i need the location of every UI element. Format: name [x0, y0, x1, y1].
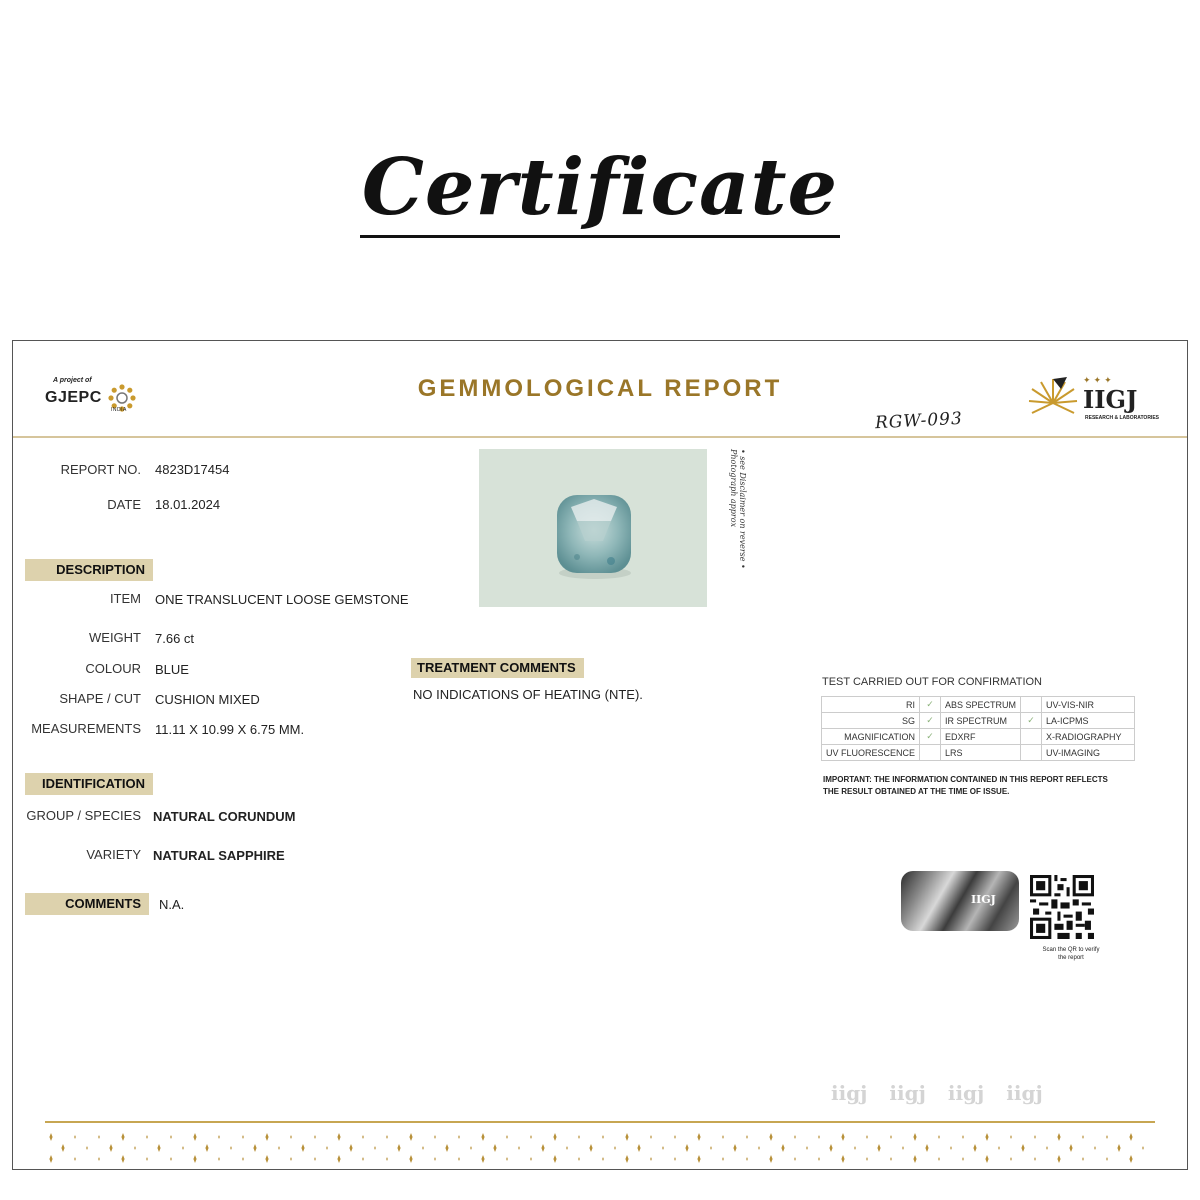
- watermark-logo: iigj: [1006, 1081, 1043, 1105]
- test-name: SG: [822, 713, 920, 729]
- iigj-sub: RESEARCH & LABORATORIES: [1085, 415, 1159, 421]
- identification-header: IDENTIFICATION: [25, 773, 153, 795]
- footer-star: [829, 1144, 832, 1152]
- test-check-icon: ✓: [920, 697, 941, 713]
- footer-star: [506, 1157, 508, 1161]
- gjepc-india-text: INDIA: [111, 407, 127, 413]
- footer-star: [674, 1157, 676, 1161]
- footer-star: [781, 1144, 784, 1152]
- tests-table: [821, 696, 1135, 761]
- footer-star: [637, 1144, 640, 1152]
- footer-star: [518, 1146, 520, 1150]
- gjepc-project-text: A project of: [53, 377, 92, 384]
- footer-star: [481, 1155, 484, 1163]
- footer-star: [818, 1135, 820, 1139]
- footer-star: [265, 1133, 268, 1141]
- footer-star: [625, 1133, 628, 1141]
- iigj-stars: ✦✦✦: [1083, 375, 1115, 385]
- footer-star: [290, 1157, 292, 1161]
- footer-star: [962, 1157, 964, 1161]
- footer-star: [170, 1135, 172, 1139]
- test-check-icon: [920, 745, 941, 761]
- footer-star: [1117, 1144, 1120, 1152]
- page-title: [0, 142, 1200, 233]
- handwritten-code: RGW-093: [874, 408, 964, 434]
- shape-label: SHAPE / CUT: [59, 691, 141, 706]
- footer-star: [314, 1157, 316, 1161]
- footer-star: [49, 1155, 52, 1163]
- footer-star: [434, 1157, 436, 1161]
- test-row: [822, 729, 1135, 745]
- colour-value: BLUE: [155, 662, 189, 677]
- footer-star: [650, 1157, 652, 1161]
- footer-star: [193, 1133, 196, 1141]
- iigj-logo: [1027, 375, 1159, 424]
- description-header: DESCRIPTION: [25, 559, 153, 581]
- footer-star: [769, 1133, 772, 1141]
- hologram-seal: [901, 871, 1019, 931]
- footer-star: [985, 1133, 988, 1141]
- test-check-icon: ✓: [920, 729, 941, 745]
- footer-star: [157, 1144, 160, 1152]
- test-name: ABS SPECTRUM: [941, 697, 1021, 713]
- footer-star: [722, 1157, 724, 1161]
- qr-code-icon[interactable]: [1030, 875, 1094, 939]
- test-check-icon: [1021, 697, 1042, 713]
- footer-star: [146, 1157, 148, 1161]
- measurements-label: MEASUREMENTS: [31, 721, 141, 736]
- footer-star: [1106, 1157, 1108, 1161]
- footer-star: [218, 1157, 220, 1161]
- gjepc-name: GJEPC: [45, 389, 102, 406]
- footer-star: [1034, 1135, 1036, 1139]
- footer-star: [74, 1157, 76, 1161]
- footer-star: [265, 1155, 268, 1163]
- test-check-icon: [1021, 729, 1042, 745]
- test-name: MAGNIFICATION: [822, 729, 920, 745]
- item-value: ONE TRANSLUCENT LOOSE GEMSTONE: [155, 592, 409, 607]
- footer-star: [998, 1146, 1000, 1150]
- footer-star: [481, 1133, 484, 1141]
- footer-star: [685, 1144, 688, 1152]
- footer-star: [242, 1135, 244, 1139]
- footer-star: [973, 1144, 976, 1152]
- hologram-text: IIGJ: [971, 893, 996, 906]
- footer-star: [470, 1146, 472, 1150]
- footer-star: [925, 1144, 928, 1152]
- footer-star: [362, 1157, 364, 1161]
- footer-star: [866, 1157, 868, 1161]
- footer-star: [541, 1144, 544, 1152]
- footer-star: [746, 1135, 748, 1139]
- test-name: RI: [822, 697, 920, 713]
- footer-star: [530, 1135, 532, 1139]
- test-name: LA-ICPMS: [1042, 713, 1135, 729]
- footer-divider: [45, 1121, 1155, 1123]
- gemmological-report-card: [12, 340, 1188, 1170]
- footer-star: [386, 1135, 388, 1139]
- footer-star: [121, 1155, 124, 1163]
- test-name: EDXRF: [941, 729, 1021, 745]
- footer-star: [1021, 1144, 1024, 1152]
- footer-star: [733, 1144, 736, 1152]
- footer-star: [362, 1135, 364, 1139]
- footer-star: [337, 1155, 340, 1163]
- footer-star: [397, 1144, 400, 1152]
- footer-star: [493, 1144, 496, 1152]
- footer-star: [614, 1146, 616, 1150]
- footer-star: [98, 1157, 100, 1161]
- footer-star: [314, 1135, 316, 1139]
- footer-star: [938, 1135, 940, 1139]
- footer-star: [566, 1146, 568, 1150]
- footer-star: [409, 1155, 412, 1163]
- footer-star: [205, 1144, 208, 1152]
- footer-star: [877, 1144, 880, 1152]
- watermark-logo: iigj: [831, 1081, 868, 1105]
- footer-star: [1129, 1133, 1132, 1141]
- variety-label: VARIETY: [86, 847, 141, 862]
- footer-star: [349, 1144, 352, 1152]
- footer-star: [290, 1135, 292, 1139]
- footer-star: [422, 1146, 424, 1150]
- test-row: [822, 713, 1135, 729]
- footer-star: [506, 1135, 508, 1139]
- footer-star: [1082, 1157, 1084, 1161]
- footer-star: [985, 1155, 988, 1163]
- footer-star: [602, 1157, 604, 1161]
- footer-star: [170, 1157, 172, 1161]
- footer-star: [841, 1155, 844, 1163]
- footer-star: [1057, 1133, 1060, 1141]
- footer-star: [1129, 1155, 1132, 1163]
- footer-star: [253, 1144, 256, 1152]
- weight-value: 7.66 ct: [155, 631, 195, 646]
- date-label: DATE: [107, 497, 141, 512]
- variety-value: NATURAL SAPPHIRE: [153, 848, 285, 863]
- important-note: [823, 774, 1123, 798]
- footer-star: [386, 1157, 388, 1161]
- footer-star: [890, 1157, 892, 1161]
- footer-star: [1142, 1146, 1144, 1150]
- footer-star: [242, 1157, 244, 1161]
- footer-star: [794, 1135, 796, 1139]
- iigj-name: IIGJ: [1083, 385, 1138, 414]
- test-row: [822, 745, 1135, 761]
- footer-star: [674, 1135, 676, 1139]
- test-check-icon: ✓: [920, 713, 941, 729]
- footer-star: [409, 1133, 412, 1141]
- report-no-value: 4823D17454: [155, 462, 230, 477]
- footer-star: [697, 1155, 700, 1163]
- test-check-icon: [1021, 745, 1042, 761]
- comments-value: N.A.: [159, 897, 185, 912]
- footer-star: [86, 1146, 88, 1150]
- shape-value: CUSHION MIXED: [155, 692, 260, 707]
- footer-star: [650, 1135, 652, 1139]
- footer-star: [337, 1133, 340, 1141]
- footer-star: [458, 1157, 460, 1161]
- group-label: GROUP / SPECIES: [26, 808, 141, 823]
- footer-star: [1010, 1157, 1012, 1161]
- footer-star: [578, 1135, 580, 1139]
- footer-star: [74, 1135, 76, 1139]
- test-name: LRS: [941, 745, 1021, 761]
- colour-label: COLOUR: [85, 661, 141, 676]
- footer-star: [818, 1157, 820, 1161]
- footer-star: [866, 1135, 868, 1139]
- footer-star: [962, 1135, 964, 1139]
- footer-star: [602, 1135, 604, 1139]
- test-name: UV-IMAGING: [1042, 745, 1135, 761]
- item-label: ITEM: [109, 591, 141, 606]
- footer-star: [913, 1155, 916, 1163]
- footer-star: [1010, 1135, 1012, 1139]
- footer-star: [1046, 1146, 1048, 1150]
- page-title-text: Certificate: [360, 142, 840, 238]
- footer-star: [134, 1146, 136, 1150]
- footer-star: [578, 1157, 580, 1161]
- gemstone-photo: [479, 449, 707, 607]
- footer-star: [841, 1133, 844, 1141]
- header-divider: [13, 436, 1187, 438]
- footer-star: [301, 1144, 304, 1152]
- footer-star: [553, 1133, 556, 1141]
- comments-header: COMMENTS: [25, 893, 149, 915]
- footer-star: [49, 1133, 52, 1141]
- footer-star: [458, 1135, 460, 1139]
- footer-star: [890, 1135, 892, 1139]
- footer-star: [121, 1133, 124, 1141]
- footer-star: [146, 1135, 148, 1139]
- footer-star: [182, 1146, 184, 1150]
- treatment-text: NO INDICATIONS OF HEATING (NTE).: [413, 687, 643, 702]
- gemstone-image-icon: [479, 449, 707, 607]
- test-name: UV FLUORESCENCE: [822, 745, 920, 761]
- footer-star: [697, 1133, 700, 1141]
- footer-star: [218, 1135, 220, 1139]
- weight-label: WEIGHT: [89, 630, 141, 645]
- footer-star: [1106, 1135, 1108, 1139]
- report-title: GEMMOLOGICAL REPORT: [417, 375, 783, 402]
- footer-star: [434, 1135, 436, 1139]
- footer-star: [374, 1146, 376, 1150]
- important-label: IMPORTANT:: [823, 775, 872, 784]
- footer-star: [769, 1155, 772, 1163]
- footer-star: [710, 1146, 712, 1150]
- footer-star: [530, 1157, 532, 1161]
- footer-star: [794, 1157, 796, 1161]
- footer-star: [109, 1144, 112, 1152]
- footer-star: [758, 1146, 760, 1150]
- date-value: 18.01.2024: [155, 497, 221, 512]
- watermark-row: [831, 1081, 1043, 1105]
- treatment-header: TREATMENT COMMENTS: [411, 658, 584, 678]
- footer-star: [1034, 1157, 1036, 1161]
- test-name: UV-VIS-NIR: [1042, 697, 1135, 713]
- footer-star: [854, 1146, 856, 1150]
- photo-side-note: • see Disclaimer on reverse • Photograph approx: [729, 449, 747, 569]
- test-row: [822, 697, 1135, 713]
- footer-star: [230, 1146, 232, 1150]
- watermark-logo: iigj: [889, 1081, 926, 1105]
- footer-star: [1082, 1135, 1084, 1139]
- iigj-burst-icon: [1027, 375, 1079, 419]
- watermark-logo: iigj: [947, 1081, 985, 1105]
- footer-star: [938, 1157, 940, 1161]
- footer-star: [553, 1155, 556, 1163]
- report-no-label: REPORT NO.: [60, 462, 141, 477]
- footer-star: [445, 1144, 448, 1152]
- measurements-value: 11.11 X 10.99 X 6.75 MM.: [155, 722, 305, 737]
- footer-star-pattern: [43, 1131, 1157, 1167]
- footer-star: [98, 1135, 100, 1139]
- footer-star: [662, 1146, 664, 1150]
- tests-title: TEST CARRIED OUT FOR CONFIRMATION: [822, 676, 1043, 688]
- group-value: NATURAL CORUNDUM: [153, 809, 296, 824]
- footer-star: [913, 1133, 916, 1141]
- footer-star: [193, 1155, 196, 1163]
- footer-star: [1057, 1155, 1060, 1163]
- footer-star: [722, 1135, 724, 1139]
- footer-star: [278, 1146, 280, 1150]
- important-text: THE INFORMATION CONTAINED IN THIS REPORT REFLECTS THE RESULT OBTAINED AT THE TIME OF ISSUE.: [823, 775, 1108, 796]
- test-check-icon: ✓: [1021, 713, 1042, 729]
- footer-star: [746, 1157, 748, 1161]
- footer-star: [589, 1144, 592, 1152]
- footer-star: [1069, 1144, 1072, 1152]
- footer-star: [1094, 1146, 1096, 1150]
- footer-star: [902, 1146, 904, 1150]
- footer-star: [625, 1155, 628, 1163]
- test-name: IR SPECTRUM: [941, 713, 1021, 729]
- scan-instruction: Scan the QR to verify the report: [1042, 947, 1100, 961]
- test-name: X-RADIOGRAPHY: [1042, 729, 1135, 745]
- footer-star: [61, 1144, 64, 1152]
- footer-star: [326, 1146, 328, 1150]
- footer-star: [950, 1146, 952, 1150]
- footer-star: [806, 1146, 808, 1150]
